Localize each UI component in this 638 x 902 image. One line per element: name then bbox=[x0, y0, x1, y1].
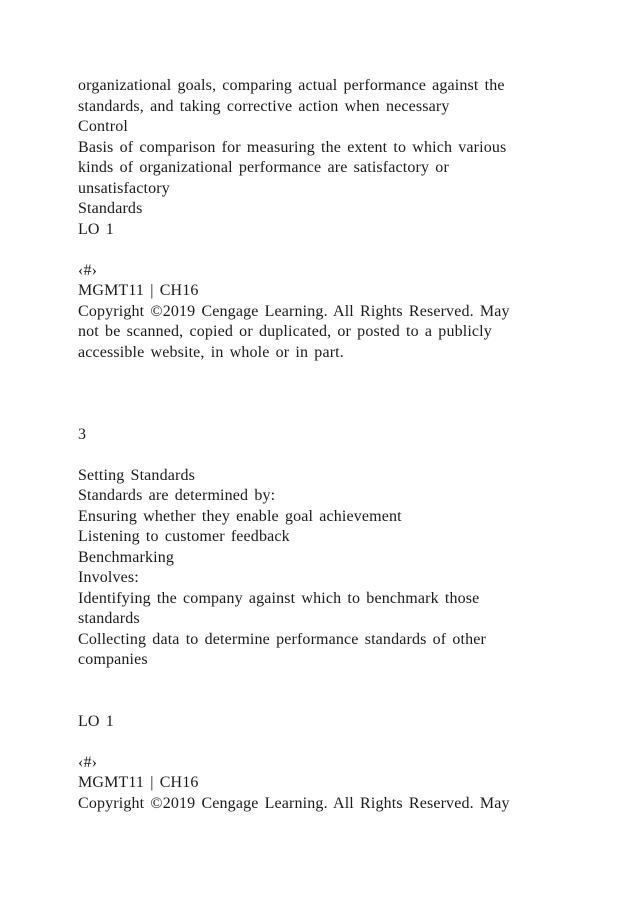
blank-line bbox=[78, 363, 578, 384]
learning-objective-label: LO 1 bbox=[78, 712, 114, 730]
blank-line bbox=[78, 240, 578, 261]
blank-line bbox=[78, 404, 578, 425]
slide-title: Setting Standards bbox=[78, 466, 195, 484]
term-heading: Standards bbox=[78, 200, 143, 217]
bullet-line: companies bbox=[78, 651, 148, 668]
learning-objective-label: LO 1 bbox=[78, 220, 114, 238]
copyright-notice: not be scanned, copied or duplicated, or posted to a publicly bbox=[78, 323, 492, 340]
copyright-notice: accessible website, in whole or in part. bbox=[78, 343, 344, 361]
body-line: standards, and taking corrective action when necessary bbox=[78, 97, 450, 115]
slide-number-placeholder: ‹#› bbox=[78, 753, 98, 771]
course-chapter-label: MGMT11 | CH16 bbox=[78, 282, 199, 299]
body-line: kinds of organizational performance are satisfactory or bbox=[78, 159, 449, 176]
body-line: Standards are determined by: bbox=[78, 487, 276, 504]
term-heading: Benchmarking bbox=[78, 548, 174, 566]
blank-line bbox=[78, 445, 578, 466]
slide-number-placeholder: ‹#› bbox=[78, 261, 98, 279]
course-chapter-label: MGMT11 | CH16 bbox=[78, 774, 199, 791]
bullet-line: Ensuring whether they enable goal achievement bbox=[78, 507, 402, 525]
body-line: Involves: bbox=[78, 569, 139, 586]
blank-line bbox=[78, 671, 578, 692]
copyright-notice: Copyright ©2019 Cengage Learning. All Rights Reserved. May bbox=[78, 302, 510, 320]
body-line: organizational goals, comparing actual performance against the bbox=[78, 77, 505, 94]
body-line: Basis of comparison for measuring the extent to which various bbox=[78, 138, 507, 156]
bullet-line: Collecting data to determine performance standards of other bbox=[78, 630, 487, 648]
body-line: unsatisfactory bbox=[78, 179, 170, 197]
blank-line bbox=[78, 384, 578, 405]
document-text bbox=[78, 76, 578, 814]
blank-line bbox=[78, 691, 578, 712]
copyright-notice: Copyright ©2019 Cengage Learning. All Rights Reserved. May bbox=[78, 794, 510, 812]
bullet-line: standards bbox=[78, 610, 140, 627]
slide-number: 3 bbox=[78, 425, 87, 443]
term-heading: Control bbox=[78, 118, 128, 135]
blank-line bbox=[78, 732, 578, 753]
bullet-line: Identifying the company against which to benchmark those bbox=[78, 589, 480, 607]
bullet-line: Listening to customer feedback bbox=[78, 528, 290, 545]
